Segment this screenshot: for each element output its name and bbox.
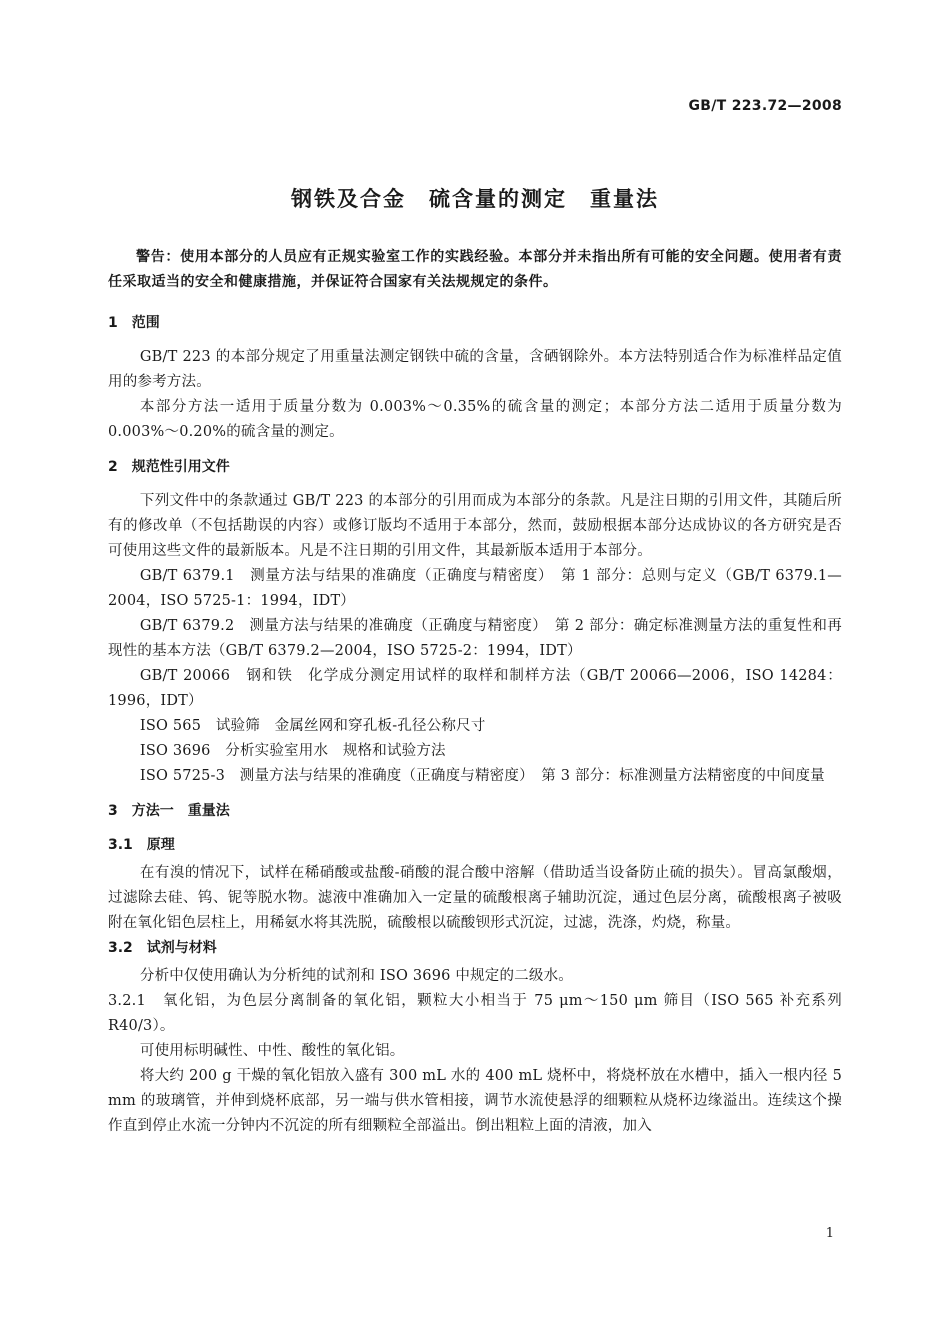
scope-paragraph-2: 本部分方法一适用于质量分数为 0.003%～0.35%的硫含量的测定；本部分方法二适用于质量分数为 0.003%～0.20%的硫含量的测定。 — [108, 399, 842, 440]
principle-paragraph: 在有溴的情况下，试样在稀硝酸或盐酸-硝酸的混合酸中溶解（借助适当设备防止硫的损失）。冒高氯酸烟，过滤除去硅、钨、铌等脱水物。滤液中准确加入一定量的硫酸根离子辅助沉淀，通过色层分离，硫酸根离子被吸附在氧化铝色层柱上，用稀氨水将其洗脱，硫酸根以硫酸钡形式沉淀，过滤，洗涤，灼烧，称量。 — [108, 865, 842, 931]
reference-item: ISO 3696 分析实验室用水 规格和试验方法 — [139, 743, 446, 759]
scope-paragraph-1: GB/T 223 的本部分规定了用重量法测定钢铁中硫的含量，含硒钢除外。本方法特别适合作为标准样品定值用的参考方法。 — [108, 349, 842, 390]
document-title: 钢铁及合金 硫含量的测定 重量法 — [291, 187, 659, 211]
section-1-heading: 1 范围 — [108, 315, 160, 331]
section-3-1-heading: 3.1 原理 — [108, 837, 175, 853]
page-number: 1 — [825, 1226, 834, 1241]
reference-item: GB/T 6379.2 测量方法与结果的准确度（正确度与精密度） 第 2 部分：确定标准测量方法的重复性和再现性的基本方法（GB/T 6379.2—2004，ISO 5725-2：1994，IDT） — [108, 618, 842, 659]
section-2-heading: 2 规范性引用文件 — [108, 459, 230, 475]
alumina-types-paragraph: 可使用标明碱性、中性、酸性的氧化铝。 — [139, 1043, 405, 1059]
references-intro: 下列文件中的条款通过 GB/T 223 的本部分的引用而成为本部分的条款。凡是注日期的引用文件，其随后所有的修改单（不包括勘误的内容）或修订版均不适用于本部分，然而，鼓励根据本部分达成协议的各方研究是否可使用这些文件的最新版本。凡是不注日期的引用文件，其最新版本适用于本部分。 — [108, 493, 842, 559]
section-3-2-heading: 3.2 试剂与材料 — [108, 940, 217, 956]
reference-item: ISO 565 试验筛 金属丝网和穿孔板-孔径公称尺寸 — [139, 718, 486, 734]
reference-item: GB/T 20066 钢和铁 化学成分测定用试样的取样和制样方法（GB/T 20066—2006，ISO 14284：1996，IDT） — [108, 668, 842, 709]
section-3-heading: 3 方法一 重量法 — [108, 803, 230, 819]
document-body — [108, 245, 842, 1139]
reference-item: ISO 5725-3 测量方法与结果的准确度（正确度与精密度） 第 3 部分：标准测量方法精密度的中间度量 — [139, 768, 825, 784]
reference-item: GB/T 6379.1 测量方法与结果的准确度（正确度与精密度） 第 1 部分：总则与定义（GB/T 6379.1—2004，ISO 5725-1：1994，IDT） — [108, 568, 842, 609]
safety-warning: 警告：使用本部分的人员应有正规实验室工作的实践经验。本部分并未指出所有可能的安全问题。使用者有责任采取适当的安全和健康措施，并保证符合国家有关法规规定的条件。 — [108, 249, 842, 290]
alumina-preparation-paragraph: 将大约 200 g 干燥的氧化铝放入盛有 300 mL 水的 400 mL 烧杯中，将烧杯放在水槽中，插入一根内径 5 mm 的玻璃管，并伸到烧杯底部，另一端与供水管相接，调节水流使悬浮的细颗粒从烧杯边缘溢出。连续这个操作直到停止水流一分钟内不沉淀的所有细颗粒全部溢出。倒出粗粒上面的清液，加入 — [108, 1068, 842, 1134]
clause-3-2-1: 3.2.1 氧化铝，为色层分离制备的氧化铝，颗粒大小相当于 75 μm～150 μm 筛目（ISO 565 补充系列R40/3）。 — [108, 993, 842, 1034]
standard-number: GB/T 223.72—2008 — [688, 98, 842, 114]
reagents-intro: 分析中仅使用确认为分析纯的试剂和 ISO 3696 中规定的二级水。 — [139, 968, 573, 984]
